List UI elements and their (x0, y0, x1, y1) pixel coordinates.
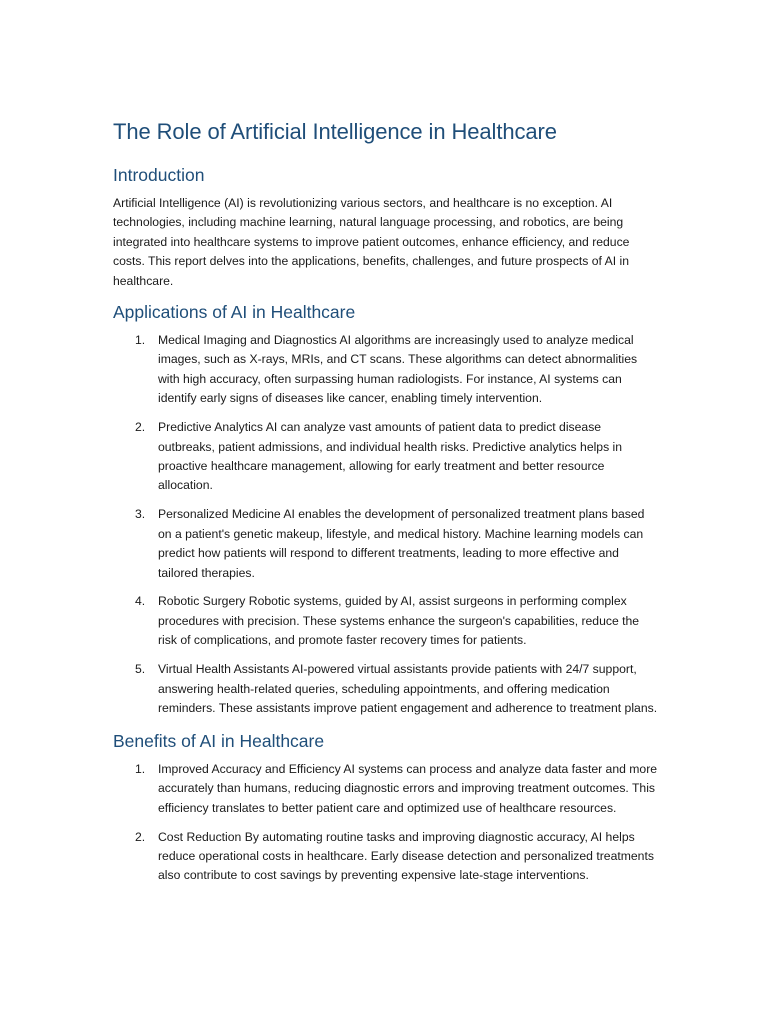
document-title: The Role of Artificial Intelligence in Healthcare (113, 119, 557, 144)
list-item-text: Personalized Medicine AI enables the development of personalized treatment plans based on a patient's genetic makeup, lifestyle, and medical history. Machine learning models can predict how patients will respond to different treatments, leading to more effective and tailored therapies. (158, 507, 645, 580)
list-item (113, 418, 658, 496)
applications-section (113, 299, 658, 718)
document-page (113, 116, 658, 895)
list-item (113, 592, 658, 650)
benefits-heading: Benefits of AI in Healthcare (113, 730, 325, 751)
list-item-number: 1. (135, 333, 146, 348)
list-item (113, 760, 658, 818)
introduction-paragraph: Artificial Intelligence (AI) is revolutionizing various sectors, and healthcare is no exception. AI technologies, including machine learning, natural language processing, and robotics, are being integrated into healthcare systems to improve patient outcomes, enhance efficiency, and reduce costs. This report delves into the applications, benefits, challenges, and future prospects of AI in healthcare. (113, 196, 630, 288)
applications-heading: Applications of AI in Healthcare (113, 302, 356, 323)
applications-list (113, 331, 658, 718)
list-item-number: 3. (135, 507, 146, 522)
list-item (113, 505, 658, 583)
introduction-heading: Introduction (113, 165, 205, 185)
list-item-text: Medical Imaging and Diagnostics AI algorithms are increasingly used to analyze medical images, such as X-rays, MRIs, and CT scans. These algorithms can detect abnormalities with high accuracy, often surpassing human radiologists. For instance, AI systems can identify early signs of diseases like cancer, enabling timely intervention. (158, 333, 638, 406)
benefits-list (113, 760, 658, 886)
list-item-text: Predictive Analytics AI can analyze vast amounts of patient data to predict disease outbreaks, patient admissions, and individual health risks. Predictive analytics helps in proactive healthcare management, allowing for early treatment and better resource allocation. (158, 420, 623, 493)
list-item-text: Cost Reduction By automating routine tasks and improving diagnostic accuracy, AI helps reduce operational costs in healthcare. Early disease detection and personalized treatments also contribute to cost savings by preventing expensive late-stage interventions. (158, 829, 654, 883)
benefits-section (113, 728, 658, 886)
list-item-number: 5. (135, 662, 146, 677)
list-item-number: 2. (135, 420, 146, 435)
list-item (113, 660, 658, 718)
list-item (113, 331, 658, 409)
list-item-text: Virtual Health Assistants AI-powered virtual assistants provide patients with 24/7 support, answering health-related queries, scheduling appointments, and offering medication reminders. These assistants improve patient engagement and adherence to treatment plans. (158, 662, 658, 715)
introduction-section (113, 162, 658, 291)
list-item-number: 1. (135, 761, 146, 776)
list-item-text: Robotic Surgery Robotic systems, guided by AI, assist surgeons in performing complex procedures with precision. These systems enhance the surgeon's capabilities, reduce the risk of complications, and promote faster recovery times for patients. (158, 594, 640, 648)
list-item-number: 4. (135, 594, 146, 609)
list-item (113, 828, 658, 886)
list-item-text: Improved Accuracy and Efficiency AI systems can process and analyze data faster and more accurately than humans, reducing diagnostic errors and improving treatment outcomes. This efficiency translates to better patient care and optimized use of healthcare resources. (158, 761, 658, 815)
list-item-number: 2. (135, 829, 146, 844)
